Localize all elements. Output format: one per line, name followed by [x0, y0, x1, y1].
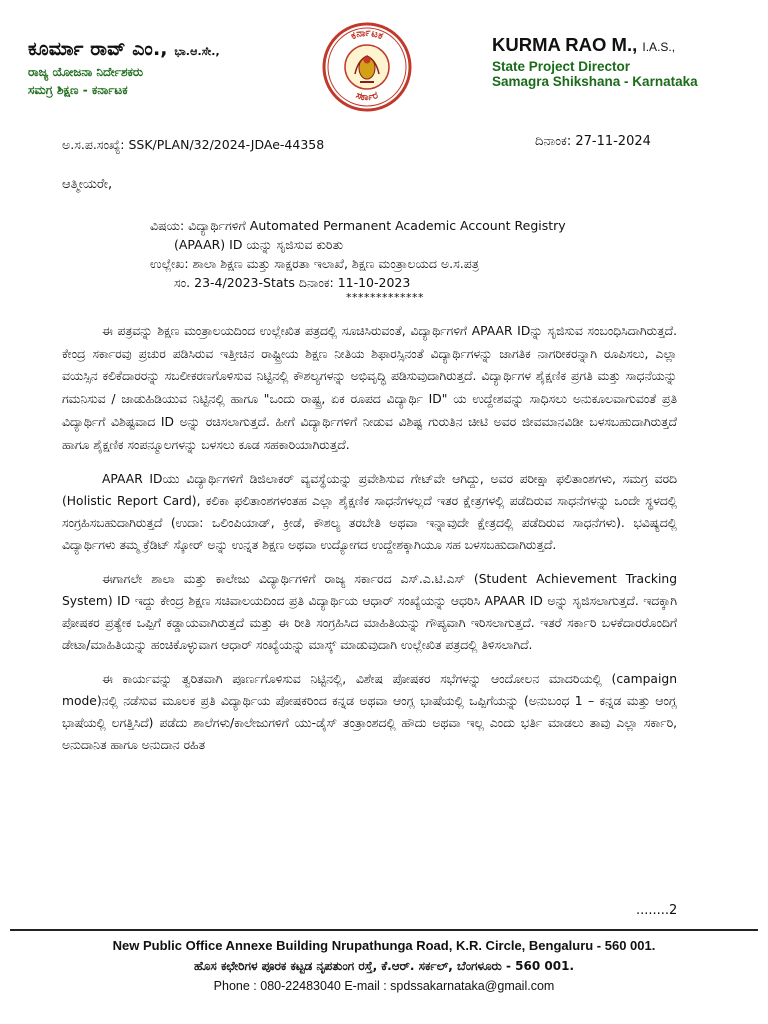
seal-bottom-text: ಸರ್ಕಾರ: [354, 90, 380, 104]
reference-number: ಅ.ಸ.ಪ.ಸಂಖ್ಯೆ: SSK/PLAN/32/2024-JDAe-44358: [62, 137, 325, 152]
officer-name-kn-text: ಕೂರ್ಮಾ ರಾವ್ ಎಂ.,: [28, 38, 168, 60]
header-right: [492, 34, 754, 89]
separator-stars: *************: [346, 291, 424, 304]
organization-kannada: ಸಮಗ್ರ ಶಿಕ್ಷಣ - ಕರ್ನಾಟಕ: [28, 83, 128, 97]
officer-title-kn: ಭಾ.ಆ.ಸೇ.,: [174, 45, 220, 58]
body-paragraph-3: ಈಗಾಗಲೇ ಶಾಲಾ ಮತ್ತು ಕಾಲೇಜು ವಿದ್ಯಾರ್ಥಿಗಳಿಗೆ ರಾಜ್ಯ ಸರ್ಕಾರದ ಎಸ್.ಎ.ಟಿ.ಎಸ್ (Student Achievement Tracking System) ID ಇದ್ದು ಕೇಂದ್ರ ಶಿಕ್ಷಣ ಸಚಿವಾಲಯದಿಂದ ಪ್ರತಿ ವಿದ್ಯಾರ್ಥಿಯ ಆಧಾರ್ ಸಂಖ್ಯೆಯನ್ನು ಆಧರಿಸಿ APAAR ID ಅನ್ನು ಸೃಜಿಸಲಾಗುತ್ತದೆ. ಇದಕ್ಕಾಗಿ ಪೋಷಕರ ಪ್ರತ್ಯೇಕ ಒಪ್ಪಿಗೆ ಕಡ್ಡಾಯವಾಗಿರುತ್ತದೆ ಮತ್ತು ಈ ರೀತಿ ಸಂಗ್ರಹಿಸಿದ ಮಾಹಿತಿಯನ್ನು ಗೌಪ್ಯವಾಗಿ ಇರಿಸಲಾಗುತ್ತದೆ. ಇತರೆ ಸರ್ಕಾರಿ ಬಳಕೆದಾರರೊಂದಿಗೆ ಡೇಟಾ/ಮಾಹಿತಿಯನ್ನು ಹಂಚಿಕೊಳ್ಳುವಾಗ ಆಧಾರ್ ಸಂಖ್ಯೆಯನ್ನು ಮಾಸ್ಕ್ ಮಾಡುವುದಾಗಿ ಉಲ್ಲೇಖಿತ ಪತ್ರದಲ್ಲಿ ತಿಳಿಸಲಾಗಿದೆ.: [62, 572, 677, 653]
subject-block: [150, 216, 640, 303]
subject-line: ವಿಷಯ: ವಿದ್ಯಾರ್ಥಿಗಳಿಗೆ Automated Permanent Academic Account Registry: [150, 218, 566, 233]
officer-name-kannada: [28, 38, 308, 60]
designation-kannada: ರಾಜ್ಯ ಯೋಜನಾ ನಿರ್ದೇಶಕರು: [28, 65, 144, 79]
footer-contact: Phone : 080-22483040 E-mail : spdssakarnataka@gmail.com: [213, 979, 555, 993]
body-paragraph-1: ಈ ಪತ್ರವನ್ನು ಶಿಕ್ಷಣ ಮಂತ್ರಾಲಯದಿಂದ ಉಲ್ಲೇಖಿತ ಪತ್ರದಲ್ಲಿ ಸೂಚಿಸಿರುವಂತೆ, ವಿದ್ಯಾರ್ಥಿಗಳಿಗೆ APAAR IDನ್ನು ಸೃಜಿಸುವ ಸಂಬಂಧಿಸಿದಾಗಿರುತ್ತದೆ. ಕೇಂದ್ರ ಸರ್ಕಾರವು ಪ್ರಚುರ ಪಡಿಸಿರುವ ಇತ್ತೀಚಿನ ರಾಷ್ಟ್ರೀಯ ಶಿಕ್ಷಣ ನೀತಿಯ ಶಿಫಾರಸ್ಸಿನಂತೆ ವಿದ್ಯಾರ್ಥಿಗಳನ್ನು ಜಾಗತಿಕ ನಾಗರೀಕರನ್ನಾಗಿ ರೂಪಿಸಲು, ಎಲ್ಲಾ ವಯಸ್ಸಿನ ಕಲಿಕೆದಾರರನ್ನು ಸಬಲೀಕರಣಗೊಳಿಸುವ ನಿಟ್ಟಿನಲ್ಲಿ ಕೌಶಲ್ಯಗಳನ್ನು ಅಭಿವೃದ್ಧಿ ಪಡಿಸುವುದಾಗಿರುತ್ತದೆ. ವಿದ್ಯಾರ್ಥಿಗಳ ಶೈಕ್ಷಣಿಕ ಪ್ರಗತಿ ಮತ್ತು ಸಾಧನೆಯನ್ನು ಗಮನಿಸುವ / ಜಾಡುಹಿಡಿಯುವ ನಿಟ್ಟಿನಲ್ಲಿ ಹಾಗೂ "ಒಂದು ರಾಷ್ಟ್ರ, ಏಕ ರೂಪದ ವಿದ್ಯಾರ್ಥಿ ID" ಯ ಉದ್ದೇಶವನ್ನು ಸಾಧಿಸಲು ಅನುಕೂಲವಾಗುವಂತೆ ಪ್ರತಿ ವಿದ್ಯಾರ್ಥಿಗೆ ವಿಶಿಷ್ಟವಾದ ID ಅನ್ನು ರಚಿಸಲಾಗುತ್ತದೆ. ಹೀಗೆ ವಿದ್ಯಾರ್ಥಿಗಳಿಗೆ ನೀಡುವ ವಿಶಿಷ್ಟ ಗುರುತಿನ ಚೀಟಿ ಅವರ ಜೀವಮಾನವಿಡೀ ಬಳಸಬಹುದಾಗಿರುತ್ತದೆ ಹಾಗೂ ಶೈಕ್ಷಣಿಕ ಸಂಪನ್ಮೂಲಗಳನ್ನು ಬಳಸಲು ಕೂಡ ಸಹಕಾರಿಯಾಗಿರುತ್ತದೆ.: [62, 324, 677, 452]
officer-name-english: [492, 34, 754, 56]
designation-english: State Project Director: [492, 59, 631, 74]
page-continuation-marker: ........2: [636, 903, 678, 918]
footer-divider: [10, 929, 758, 931]
reference-line-cont: ಸಂ. 23-4/2023-Stats ದಿನಾಂಕ: 11-10-2023: [174, 275, 411, 290]
body-paragraph-4: ಈ ಕಾರ್ಯವನ್ನು ತ್ವರಿತವಾಗಿ ಪೂರ್ಣಗೊಳಿಸುವ ನಿಟ್ಟಿನಲ್ಲಿ, ವಿಶೇಷ ಪೋಷಕರ ಸಭೆಗಳನ್ನು ಆಂದೋಲನ ಮಾದರಿಯಲ್ಲಿ (campaign mode)ನಲ್ಲಿ ನಡೆಸುವ ಮೂಲಕ ಪ್ರತಿ ವಿದ್ಯಾರ್ಥಿಯ ಪೋಷಕರಿಂದ ಕನ್ನಡ ಅಥವಾ ಆಂಗ್ಲ ಭಾಷೆಯಲ್ಲಿ ಒಪ್ಪಿಗೆಯನ್ನು (ಅನುಬಂಧ 1 – ಕನ್ನಡ ಮತ್ತು ಆಂಗ್ಲ ಭಾಷೆಯಲ್ಲಿ ಲಗತ್ತಿಸಿದೆ) ಪಡೆದು ಶಾಲೆಗಳು/ಕಾಲೇಜುಗಳಿಗೆ ಯು-ಡೈಸ್ ತಂತ್ರಾಂಶದಲ್ಲಿ ಹೌದು ಅಥವಾ ಇಲ್ಲ ಎಂದು ಭರ್ತಿ ಮಾಡಲು ತಾವು ಎಲ್ಲಾ ಸರ್ಕಾರಿ, ಅನುದಾನಿತ ಹಾಗೂ ಅನುದಾನ ರಹಿತ: [62, 672, 677, 753]
footer-address-kannada: ಹೊಸ ಕಛೇರಿಗಳ ಪೂರಕ ಕಟ್ಟಡ ನೃಪತುಂಗ ರಸ್ತೆ, ಕೆ.ಆರ್. ಸರ್ಕಲ್, ಬೆಂಗಳೂರು - 560 001.: [193, 959, 575, 973]
letter-date: ದಿನಾಂಕ: 27-11-2024: [535, 134, 651, 149]
header-left: [28, 38, 308, 98]
seal-top-text: ಕರ್ನಾಟಕ: [349, 27, 385, 43]
subject-line-cont: (APAAR) ID ಯನ್ನು ಸೃಜಿಸುವ ಕುರಿತು: [174, 237, 344, 252]
footer: [0, 936, 768, 996]
karnataka-govt-seal: [322, 22, 412, 112]
officer-title-en: I.A.S.,: [642, 40, 676, 54]
organization-english: Samagra Shikshana - Karnataka: [492, 74, 698, 89]
salutation: ಆತ್ಮೀಯರೇ,: [62, 177, 113, 192]
officer-name-en-text: KURMA RAO M.,: [492, 34, 638, 55]
reference-line: ಉಲ್ಲೇಖ: ಶಾಲಾ ಶಿಕ್ಷಣ ಮತ್ತು ಸಾಕ್ಷರತಾ ಇಲಾಖೆ, ಶಿಕ್ಷಣ ಮಂತ್ರಾಲಯದ ಅ.ಸ.ಪತ್ರ: [150, 256, 479, 271]
body-paragraph-2: APAAR IDಯು ವಿದ್ಯಾರ್ಥಿಗಳಿಗೆ ಡಿಜಿಲಾಕರ್ ವ್ಯವಸ್ಥೆಯನ್ನು ಪ್ರವೇಶಿಸುವ ಗೇಟ್‌ವೇ ಆಗಿದ್ದು, ಅವರ ಪರೀಕ್ಷಾ ಫಲಿತಾಂಶಗಳು, ಸಮಗ್ರ ವರದಿ (Holistic Report Card), ಕಲಿಕಾ ಫಲಿತಾಂಶಗಳಂತಹ ಎಲ್ಲಾ ಶೈಕ್ಷಣಿಕ ಸಾಧನೆಗಳಲ್ಲದೆ ಇತರ ಕ್ಷೇತ್ರಗಳಲ್ಲಿ ಪಡೆದಿರುವ ಸಾಧನೆಗಳನ್ನು ಒಂದೇ ಸ್ಥಳದಲ್ಲಿ ಸಂಗ್ರಹಿಸಬಹುದಾಗಿರುತ್ತದೆ (ಉದಾ: ಒಲಿಂಪಿಯಾಡ್, ಕ್ರೀಡೆ, ಕೌಶಲ್ಯ ತರಬೇತಿ ಅಥವಾ ಇನ್ನಾವುದೇ ಕ್ಷೇತ್ರದಲ್ಲಿ ಪಡೆದಿರುವ ಸಾಧನೆಗಳು). ಭವಿಷ್ಯದಲ್ಲಿ ವಿದ್ಯಾರ್ಥಿಗಳು ತಮ್ಮ ಕ್ರೆಡಿಟ್ ಸ್ಕೋರ್ ಅನ್ನು ಉನ್ನತ ಶಿಕ್ಷಣ ಅಥವಾ ಉದ್ಯೋಗದ ಉದ್ದೇಶಕ್ಕಾಗಿಯೂ ಸಹ ಬಳಸಬಹುದಾಗಿರುತ್ತದೆ.: [62, 472, 677, 553]
footer-address-english: New Public Office Annexe Building Nrupathunga Road, K.R. Circle, Bengaluru - 560 001.: [112, 938, 656, 953]
letter-body: [62, 320, 677, 768]
